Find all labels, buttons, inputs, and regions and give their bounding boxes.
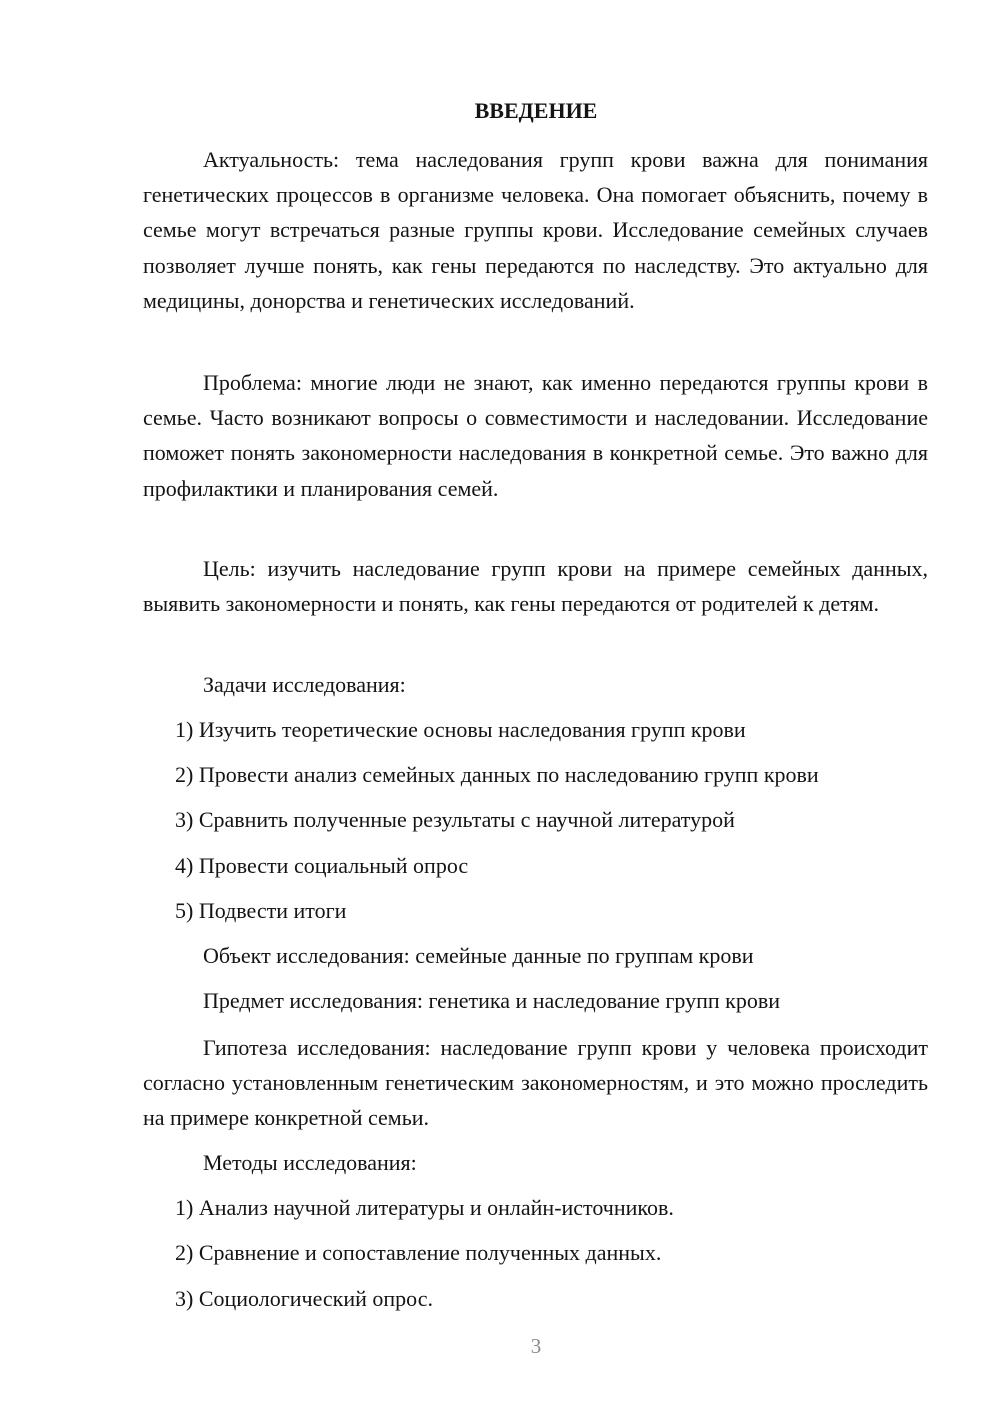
relevance-paragraph: Актуальность: тема наследования групп крови важна для понимания генетических процессов в организме человека. Она помогает объяснить, почему в семье могут встречаться разные группы крови. Исследование семейных случаев позволяет лучше понять, как гены передаются по наследству. Это актуально для медицины, донорства и генетических исследований. [143,147,928,313]
method-item-2: 2) Сравнение и сопоставление полученных данных. [175,1240,662,1265]
page-title: ВВЕДЕНИЕ [474,98,598,123]
task-item-1: 1) Изучить теоретические основы наследования групп крови [175,717,746,742]
problem-paragraph: Проблема: многие люди не знают, как именно передаются группы крови в семье. Часто возникают вопросы о совместимости и наследовании. Исследование поможет понять закономерности наследования в конкретной семье. Это важно для профилактики и планирования семей. [143,370,928,501]
research-object: Объект исследования: семейные данные по группам крови [203,943,754,968]
task-item-4: 4) Провести социальный опрос [175,853,469,878]
hypothesis-paragraph: Гипотеза исследования: наследование групп крови у человека происходит согласно установленным генетическим закономерностям, и это можно проследить на примере конкретной семьи. [143,1035,928,1131]
research-subject: Предмет исследования: генетика и наследование групп крови [203,988,781,1013]
task-item-3: 3) Сравнить полученные результаты с научной литературой [175,807,735,832]
task-item-5: 5) Подвести итоги [175,898,347,923]
page-number: 3 [530,1334,542,1358]
tasks-heading: Задачи исследования: [203,672,406,697]
methods-heading: Методы исследования: [203,1150,417,1175]
method-item-1: 1) Анализ научной литературы и онлайн-источников. [175,1195,674,1220]
method-item-3: 3) Социологический опрос. [175,1286,433,1311]
task-item-2: 2) Провести анализ семейных данных по наследованию групп крови [175,762,819,787]
goal-paragraph: Цель: изучить наследование групп крови на примере семейных данных, выявить закономерности и понять, как гены передаются от родителей к детям. [143,556,928,617]
